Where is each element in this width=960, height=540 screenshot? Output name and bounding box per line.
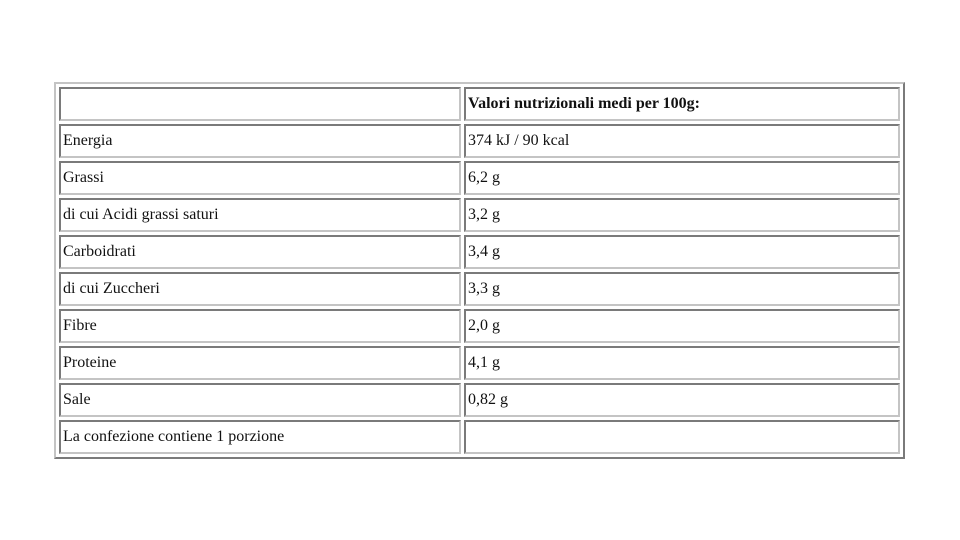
nutrition-table: [54, 82, 905, 459]
nutrient-value: 0,82 g: [464, 383, 900, 417]
header-value-cell: Valori nutrizionali medi per 100g:: [464, 87, 900, 121]
portion-note: La confezione contiene 1 porzione: [59, 420, 461, 454]
nutrient-label: Energia: [59, 124, 461, 158]
table-row: [59, 161, 900, 195]
nutrient-label: Proteine: [59, 346, 461, 380]
portion-value: [464, 420, 900, 454]
table-header-row: [59, 87, 900, 121]
table-row: [59, 309, 900, 343]
nutrient-label: di cui Acidi grassi saturi: [59, 198, 461, 232]
table-row: [59, 198, 900, 232]
table-row: [59, 420, 900, 454]
nutrient-value: 3,4 g: [464, 235, 900, 269]
nutrient-value: 6,2 g: [464, 161, 900, 195]
table-row: [59, 383, 900, 417]
nutrient-label: Carboidrati: [59, 235, 461, 269]
nutrient-value: 4,1 g: [464, 346, 900, 380]
nutrient-value: 3,3 g: [464, 272, 900, 306]
nutrient-label: Fibre: [59, 309, 461, 343]
nutrient-value: 3,2 g: [464, 198, 900, 232]
header-label-cell: [59, 87, 461, 121]
table-row: [59, 124, 900, 158]
table-row: [59, 272, 900, 306]
nutrient-value: 2,0 g: [464, 309, 900, 343]
table-row: [59, 235, 900, 269]
nutrient-label: Grassi: [59, 161, 461, 195]
nutrient-label: di cui Zuccheri: [59, 272, 461, 306]
nutrient-value: 374 kJ / 90 kcal: [464, 124, 900, 158]
table-row: [59, 346, 900, 380]
nutrient-label: Sale: [59, 383, 461, 417]
